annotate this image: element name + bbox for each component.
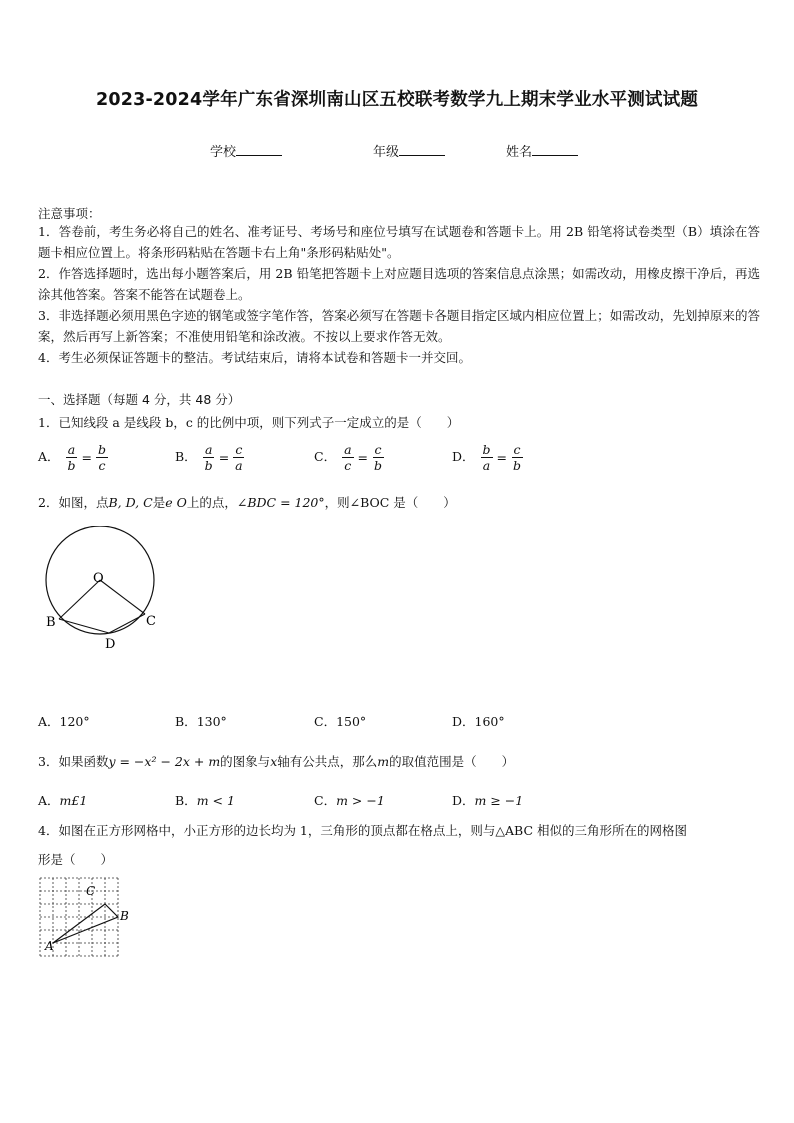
- grade-blank: [399, 143, 445, 156]
- q1-option-c: C． $\frac{a}{c}$ = $\frac{c}{b}$: [314, 442, 383, 473]
- note-item: 3．非选择题必须用黑色字迹的钢笔或签字笔作答，答案必须写在答题卡各题目指定区域内相应位置上；如需改动，先划掉原来的答案，然后再写上新答案；不准使用铅笔和涂改液。不按以上要求作答无效。: [38, 308, 760, 344]
- stem-text: 3．如果函数: [38, 754, 109, 769]
- stem-text: 2．如图，点: [38, 495, 109, 510]
- numerator: c: [235, 442, 243, 457]
- q3-option-a: [38, 791, 87, 809]
- label-b: B: [120, 909, 129, 923]
- q2-option-d: [452, 712, 505, 730]
- option-label: A．: [38, 449, 60, 464]
- option-label: A．: [38, 793, 60, 808]
- label-c: C: [86, 884, 96, 898]
- q2-option-a: [38, 712, 90, 730]
- notes-heading: 注意事项：: [38, 206, 101, 221]
- denominator: b: [204, 458, 213, 473]
- math-angle: ∠BDC = 120°: [236, 495, 325, 510]
- q3-option-b: [175, 791, 235, 809]
- denominator: b: [513, 458, 522, 473]
- option-label: C．: [314, 449, 337, 464]
- math-function: y = −x² − 2x + m: [108, 754, 221, 769]
- label-c: C: [146, 614, 156, 629]
- denominator: b: [374, 458, 383, 473]
- denominator: b: [67, 458, 76, 473]
- label-o: O: [93, 571, 104, 586]
- note-item: 4．考生必须保证答题卡的整洁。考试结束后，请将本试卷和答题卡一并交回。: [38, 350, 471, 365]
- q3-option-d: [452, 791, 523, 809]
- fraction-right: [96, 442, 108, 473]
- question-1-stem: 1．已知线段 a 是线段 b，c 的比例中项，则下列式子一定成立的是（ ）: [38, 415, 460, 430]
- option-value: m < 1: [196, 793, 235, 808]
- name-blank: [532, 143, 578, 156]
- option-label: B．: [175, 449, 197, 464]
- stem-text: 轴有公共点，那么: [277, 754, 378, 769]
- fraction-right: [372, 442, 384, 473]
- circle-figure: [38, 526, 168, 656]
- numerator: a: [67, 442, 76, 457]
- q1-option-d: D． $\frac{b}{a}$ = $\frac{c}{b}$: [452, 442, 522, 473]
- name-label: 姓名: [506, 145, 533, 160]
- q1-option-a: A． $\frac{a}{b}$ = $\frac{b}{c}$: [38, 442, 107, 473]
- school-blank: [236, 143, 282, 156]
- numerator: c: [513, 442, 521, 457]
- fraction-right: [233, 442, 244, 473]
- page-title: 2023-2024学年广东省深圳南山区五校联考数学九上期末学业水平测试试题: [95, 90, 699, 110]
- segment-dc: [109, 614, 145, 633]
- option-value: 160°: [474, 714, 505, 729]
- fraction-left: [203, 442, 215, 473]
- option-value: m£1: [59, 793, 88, 808]
- option-value: m ≥ −1: [474, 793, 524, 808]
- q1-option-b: B． $\frac{a}{b}$ = $\frac{c}{a}$: [175, 442, 243, 473]
- q2-option-c: [314, 712, 366, 730]
- option-label: A．: [38, 714, 60, 729]
- option-label: B．: [175, 714, 197, 729]
- option-label: D．: [452, 449, 475, 464]
- option-value: 150°: [336, 714, 367, 729]
- option-value: 120°: [59, 714, 90, 729]
- numerator: b: [482, 442, 491, 457]
- name-field: [506, 141, 578, 160]
- question-2-stem: [38, 490, 456, 516]
- option-value: 130°: [196, 714, 227, 729]
- option-label: D．: [452, 793, 475, 808]
- section-heading: 一、选择题（每题 4 分，共 48 分）: [38, 392, 241, 407]
- option-label: C．: [314, 793, 337, 808]
- q2-option-b: [175, 712, 227, 730]
- math-variable: m: [377, 754, 390, 769]
- note-item: 1．答卷前，考生务必将自己的姓名、准考证号、考场号和座位号填写在试题卷和答题卡上。用 2B 铅笔将试卷类型（B）填涂在答题卡相应位置上。将条形码粘贴在答题卡右上角"条形码粘贴处"。: [38, 224, 760, 260]
- option-label: B．: [175, 793, 197, 808]
- question-4-stem-line1: 4．如图在正方形网格中，小正方形的边长均为 1，三角形的顶点都在格点上，则与△ABC 相似的三角形所在的网格图: [38, 823, 687, 838]
- fraction-left: [66, 442, 78, 473]
- question-3-stem: [38, 749, 514, 775]
- triangle-abc: [53, 904, 118, 943]
- stem-text: 的取值范围是（ ）: [389, 754, 515, 769]
- q3-option-c: [314, 791, 385, 809]
- denominator: a: [482, 458, 491, 473]
- option-value: m > −1: [336, 793, 385, 808]
- stem-text: ，则∠BOC 是（ ）: [324, 495, 456, 510]
- math-axis: x: [270, 754, 278, 769]
- segment-bd: [59, 619, 109, 633]
- stem-text: 的图象与: [220, 754, 271, 769]
- school-field: [210, 141, 282, 160]
- math-points: B, D, C: [108, 495, 153, 510]
- fraction-left: [342, 442, 353, 473]
- numerator: c: [374, 442, 382, 457]
- stem-text: 上的点，: [186, 495, 237, 510]
- segment-oc: [100, 580, 145, 614]
- label-a: A: [45, 939, 54, 953]
- fraction-right: [511, 442, 523, 473]
- fraction-left: [481, 442, 493, 473]
- math-circle: e O: [165, 495, 187, 510]
- option-label: C．: [314, 714, 337, 729]
- grid-figure: [36, 874, 136, 960]
- denominator: c: [98, 458, 106, 473]
- label-b: B: [46, 615, 56, 630]
- grade-label: 年级: [373, 145, 400, 160]
- numerator: b: [98, 442, 107, 457]
- school-label: 学校: [210, 145, 237, 160]
- question-4-stem-line2: 形是（ ）: [38, 852, 114, 867]
- stem-text: 是: [152, 495, 166, 510]
- label-d: D: [105, 637, 116, 652]
- grade-field: [373, 141, 445, 160]
- note-item: 2．作答选择题时，选出每小题答案后，用 2B 铅笔把答题卡上对应题目选项的答案信息点涂黑；如需改动，用橡皮擦干净后，再选涂其他答案。答案不能答在试题卷上。: [38, 266, 760, 302]
- option-label: D．: [452, 714, 475, 729]
- numerator: a: [204, 442, 213, 457]
- denominator: c: [344, 458, 352, 473]
- denominator: a: [235, 458, 243, 473]
- numerator: a: [344, 442, 352, 457]
